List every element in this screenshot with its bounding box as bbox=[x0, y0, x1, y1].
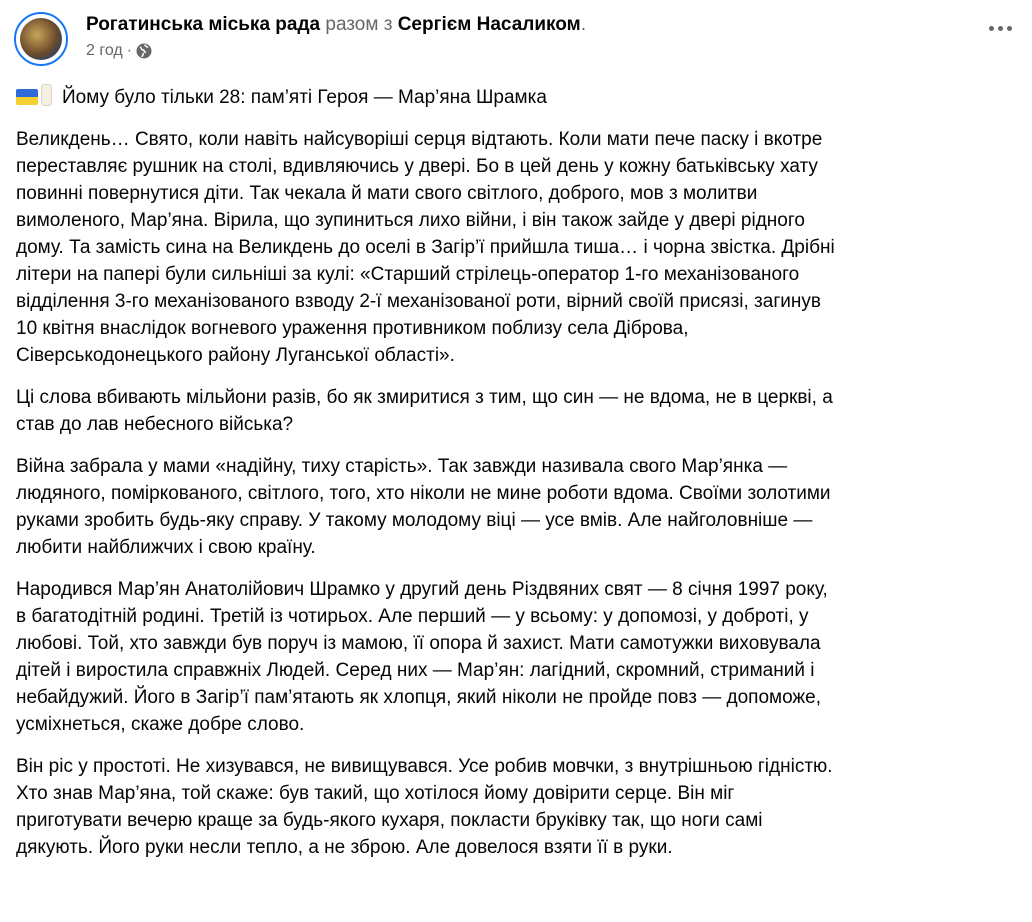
globe-icon bbox=[136, 43, 152, 59]
page-avatar[interactable] bbox=[14, 12, 68, 66]
paragraph-line: в багатодітній родині. Третій із чотирьох. Але перший — у всьому: у допомозі, у доброті, у bbox=[16, 606, 809, 627]
paragraph-line: людяного, поміркованого, світлого, того, хто ніколи не мине роботи вдома. Своїми золотими bbox=[16, 483, 831, 504]
post-paragraph bbox=[16, 126, 835, 369]
paragraph-line: дітей і виростила справжніх Людей. Серед них — Мар’ян: лагідний, скромний, стриманий і bbox=[16, 660, 815, 681]
paragraph-line: Великдень… Свято, коли навіть найсуворіші серця відтають. Коли мати пече паску і вкотре bbox=[16, 129, 823, 150]
post-time-link[interactable]: 2 год bbox=[86, 42, 123, 59]
post-paragraph bbox=[16, 384, 835, 438]
post-headline bbox=[16, 84, 835, 111]
coauthor-link[interactable]: Сергієм Насаликом bbox=[397, 14, 581, 35]
post-subtitle bbox=[86, 42, 586, 60]
post-meta bbox=[86, 13, 586, 60]
paragraph-line: переставляє рушник на столі, вдивляючись у двері. Бо в цей день у кожну батьківську хату bbox=[16, 156, 818, 177]
paragraph-line: небайдужий. Його в Загір’ї пам’ятають як хлопця, який ніколи не пройде повз — допоможе, bbox=[16, 687, 821, 708]
paragraph-line: повинні повернутися діти. Так чекала й мати свого світлого, доброго, мов з молитви bbox=[16, 183, 758, 204]
paragraph-line: 10 квітня внаслідок вогневого ураження противником поблизу села Діброва, bbox=[16, 318, 689, 339]
paragraph-line: став до лав небесного війська? bbox=[16, 414, 294, 435]
avatar-image bbox=[20, 18, 62, 60]
post-paragraph bbox=[16, 576, 835, 738]
paragraph-line: вимоленого, Мар’яна. Вірила, що зупиниться лихо війни, і він також зайде у двері рідного bbox=[16, 210, 805, 231]
paragraph-line: Сіверськодонецького району Луганської області». bbox=[16, 345, 455, 366]
post-paragraph bbox=[16, 753, 835, 861]
paragraph-line: дякують. Його руки несли тепло, а не зброю. Але довелося взяти її в руки. bbox=[16, 837, 673, 858]
paragraph-line: Хто знав Мар’яна, той скаже: був такий, що хотілося йому довірити серце. Він міг bbox=[16, 783, 735, 804]
paragraph-line: відділення 3-го механізованого взводу 2-ї механізованої роти, вірний своїй присязі, загинув bbox=[16, 291, 821, 312]
paragraph-line: Ці слова вбивають мільйони разів, бо як змиритися з тим, що син — не вдома, не в церкві, а bbox=[16, 387, 833, 408]
more-options-button[interactable] bbox=[989, 26, 1012, 31]
headline-text: Йому було тільки 28: пам’яті Героя — Мар’яна Шрамка bbox=[62, 87, 547, 108]
paragraph-line: любити найближчих і свою країну. bbox=[16, 537, 316, 558]
candle-icon bbox=[41, 84, 52, 106]
paragraph-line: Він ріс у простоті. Не хизувався, не вивищувався. Усе робив мовчки, з внутрішньою гідністю. bbox=[16, 756, 833, 777]
post-authors bbox=[86, 13, 586, 37]
paragraph-line: любові. Той, хто завжди був поруч із мамою, її опора й захист. Мати самотужки виховувала bbox=[16, 633, 821, 654]
with-text: разом з bbox=[325, 14, 393, 35]
ukraine-flag-icon bbox=[16, 89, 38, 105]
post-body bbox=[16, 84, 835, 876]
paragraph-line: приготувати вечерю краще за будь-якого кухаря, покласти бруківку так, що ноги самі bbox=[16, 810, 763, 831]
page-name-link[interactable]: Рогатинська міська рада bbox=[86, 14, 321, 35]
paragraph-line: літери на папері були сильніші за кулі: «Старший стрілець-оператор 1-го механізованого bbox=[16, 264, 800, 285]
paragraph-line: дому. Та замість сина на Великдень до оселі в Загір’ї прийшла тиша… і чорна звістка. Дрібні bbox=[16, 237, 835, 258]
paragraph-line: усміхнеться, скаже добре слово. bbox=[16, 714, 305, 735]
paragraph-line: Народився Мар’ян Анатолійович Шрамко у другий день Різдвяних свят — 8 січня 1997 року, bbox=[16, 579, 828, 600]
paragraph-line: Війна забрала у мами «надійну, тиху старість». Так завжди називала свого Мар’янка — bbox=[16, 456, 788, 477]
post-header bbox=[14, 12, 586, 66]
period: . bbox=[580, 14, 586, 35]
separator: · bbox=[126, 42, 133, 59]
post-paragraph bbox=[16, 453, 835, 561]
paragraph-line: руками зробить будь-яку справу. У такому молодому віці — усе вмів. Але найголовніше — bbox=[16, 510, 813, 531]
